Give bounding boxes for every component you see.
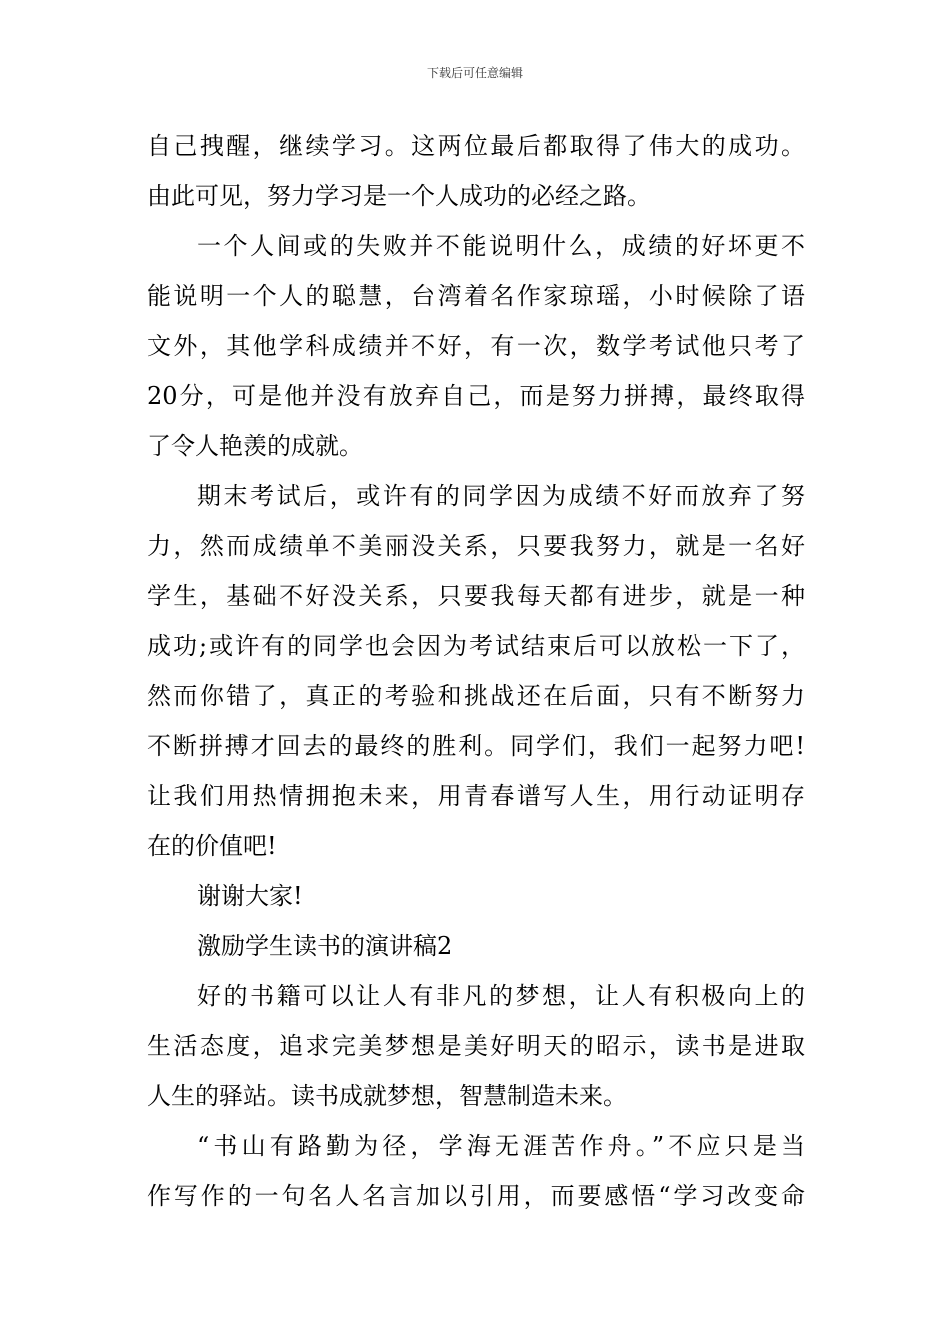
text-line: 20分，可是他并没有放弃自己，而是努力拼搏，最终取得 <box>147 382 805 410</box>
text-line: 谢谢大家! <box>197 882 303 910</box>
header-note: 下载后可任意编辑 <box>426 66 523 80</box>
text-line: 学生，基础不好没关系，只要我每天都有进步，就是一种 <box>147 582 805 610</box>
text-line: 一个人间或的失败并不能说明什么，成绩的好坏更不 <box>197 232 805 260</box>
text-line: 然而你错了，真正的考验和挑战还在后面，只有不断努力 <box>147 682 805 710</box>
text-line: 生活态度，追求完美梦想是美好明天的昭示，读书是进取 <box>147 1032 805 1060</box>
text-line: 作写作的一句名人名言加以引用，而要感悟“学习改变命 <box>147 1182 805 1210</box>
text-line: 期末考试后，或许有的同学因为成绩不好而放弃了努 <box>197 482 805 510</box>
text-line: 在的价值吧! <box>147 832 277 860</box>
section-title: 激励学生读书的演讲稿2 <box>197 932 453 960</box>
text-line: 人生的驿站。读书成就梦想，智慧制造未来。 <box>147 1082 627 1110</box>
text-line: 由此可见，努力学习是一个人成功的必经之路。 <box>147 182 651 210</box>
text-line: 自己拽醒，继续学习。这两位最后都取得了伟大的成功。 <box>147 132 805 160</box>
text-line: 了令人艳羡的成就。 <box>147 432 363 460</box>
text-line: 力，然而成绩单不美丽没关系，只要我努力，就是一名好 <box>147 532 805 560</box>
document-body <box>147 121 805 1221</box>
text-line: 成功;或许有的同学也会因为考试结束后可以放松一下了， <box>147 632 805 660</box>
text-line: 好的书籍可以让人有非凡的梦想，让人有积极向上的 <box>197 982 805 1010</box>
text-line: 让我们用热情拥抱未来，用青春谱写人生，用行动证明存 <box>147 782 805 810</box>
text-line: 文外，其他学科成绩并不好，有一次，数学考试他只考了 <box>147 332 805 360</box>
text-line: “书山有路勤为径，学海无涯苦作舟。”不应只是当 <box>197 1132 805 1160</box>
text-line: 能说明一个人的聪慧，台湾着名作家琼瑶，小时候除了语 <box>147 282 805 310</box>
text-line: 不断拼搏才回去的最终的胜利。同学们，我们一起努力吧! <box>147 732 805 760</box>
